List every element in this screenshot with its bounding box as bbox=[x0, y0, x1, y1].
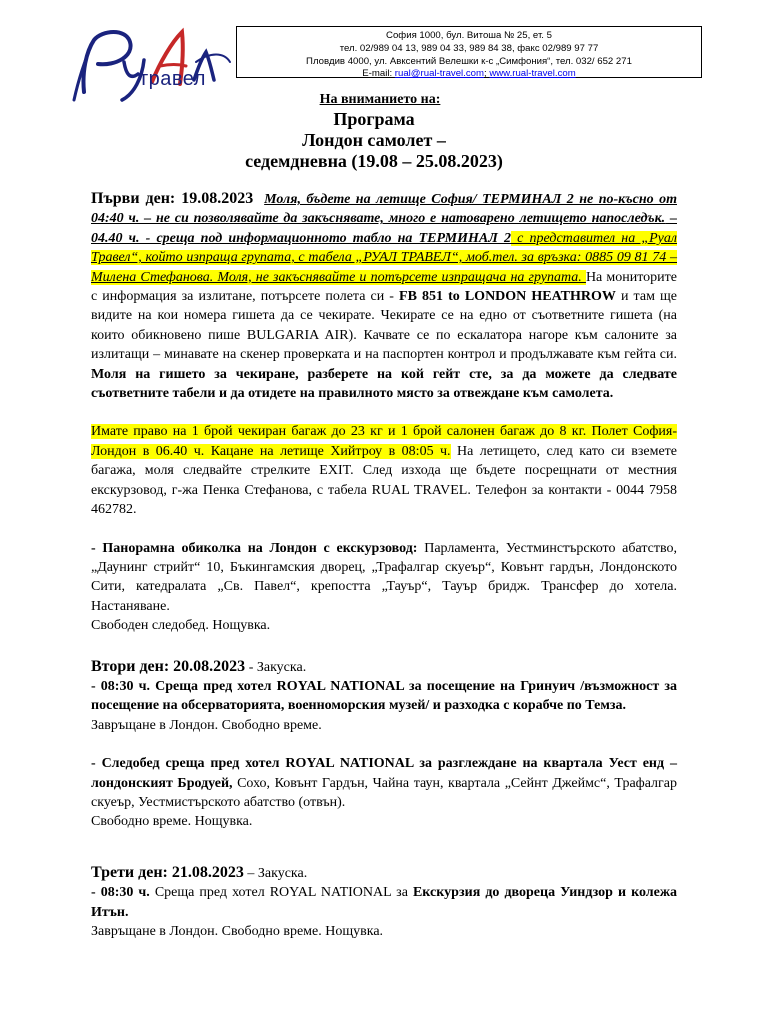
contact-address-sofia: София 1000, бул. Витоша № 25, ет. 5 bbox=[386, 30, 552, 41]
website-link[interactable]: www.rual-travel.com bbox=[489, 68, 576, 80]
contact-phones: тел. 02/989 04 13, 989 04 33, 989 84 38, факс 02/989 97 77 bbox=[339, 42, 599, 54]
title-line-1: Програма bbox=[333, 109, 415, 129]
day1-meeting-time: – 04.40 ч. - среща под информационното табло на ТЕРМИНАЛ 2 bbox=[91, 211, 677, 246]
day1-heading: Първи ден: 19.08.2023 bbox=[91, 190, 254, 207]
day1-closing: Свободен следобед. Нощувка. bbox=[91, 618, 271, 634]
day1-tour-heading: - Панорамна обиколка на Лондон с екскурзовод: bbox=[91, 540, 418, 556]
day1-intro-paragraph bbox=[91, 189, 677, 403]
day3-windsor-text: Екскурзия до двореца Уиндзор и колежа Итън. bbox=[91, 885, 677, 920]
link-separator: ; bbox=[483, 68, 490, 80]
title-line-3: седемдневна (19.08 – 25.08.2023) bbox=[245, 151, 503, 171]
day2-heading: Втори ден: 20.08.2023 bbox=[91, 657, 246, 675]
day1-tour-text: Парламента, Уестминстърското абатство, „Даунинг стрийт“ 10, Бъкингамския дворец, „Трафалгар скуеър“, Ковънт гардън, Лондонското Сити, катедралата „Св. Павел“, крепостта „Тауър“, Тауър бридж. Трансфер до хотела. Настаняване. bbox=[91, 540, 678, 614]
day1-tour-paragraph bbox=[91, 539, 677, 617]
day3-morning-paragraph bbox=[91, 883, 677, 922]
title-line-2: Лондон самолет – bbox=[302, 130, 446, 150]
contact-address-plovdiv: Пловдив 4000, ул. Авксентий Велешки к-с „Симфония“, тел. 032/ 652 271 bbox=[306, 55, 632, 67]
day2-westend-text: Сохо, Ковънт Гардън, Чайна таун, квартала „Сейнт Джеймс“, Трафалгар скуеър, Уестмистърското абатство (отвън). bbox=[91, 775, 678, 810]
day3-heading-line bbox=[91, 863, 677, 883]
day2-morning-paragraph bbox=[91, 677, 677, 716]
day3-heading: Трети ден: 21.08.2023 bbox=[91, 863, 244, 881]
day2-heading-line bbox=[91, 657, 677, 677]
attention-text: На вниманието на: bbox=[319, 92, 441, 107]
day3-breakfast: – Закуска. bbox=[243, 865, 308, 881]
attention-line bbox=[0, 92, 768, 108]
day2-breakfast: - Закуска. bbox=[245, 659, 307, 675]
day1-representative-note: с представител на „Руал Травел“, който изпраща групата, с табела „РУАЛ ТРАВЕЛ“, моб.тел. за връзка: 0885 09 81 74 – Милена Стефанова. Моля, не закъснявайте и потърсете изпращача на групата. bbox=[91, 230, 677, 285]
day1-warning-text: Моля, бъдете на летище София/ ТЕРМИНАЛ 2 не по-късно от 04:40 ч. – не си позволявайте да закъснявате, много е натоварено летището напоследък. bbox=[91, 192, 677, 227]
day1-monitors-text: На мониторите с информация за излитане, потърсете полета си - bbox=[91, 269, 677, 305]
contact-online bbox=[237, 68, 701, 81]
day2-westend-heading: - Следобед среща пред хотел ROYAL NATIONAL за разглеждане на квартала Уест енд – лондонският Бродуей, bbox=[91, 756, 677, 791]
day2-closing: Свободно време. Нощувка. bbox=[91, 814, 253, 830]
day2-afternoon-paragraph bbox=[91, 754, 677, 812]
day1-checkin-text: и там ще видите на кои номера гишета да се чекирате. Чекирате се на едно от съответните гишета (на които обикновено пише BULGARIA AIR). Качвате се по ескалатора нагоре към салоните за излитащи – минавате на скенер проверката и на паспортен контрол и продължавате към гейта си. bbox=[91, 289, 677, 363]
day1-gate-note: Моля на гишето за чекиране, разберете на кой гейт сте, за да можете да следвате съответните табели и да отидете на правилното място за отвеждане към самолета. bbox=[91, 366, 677, 402]
day1-flight-number: FB 851 to LONDON HEATHROW bbox=[399, 289, 616, 305]
day1-arrival-text: На летището, след като си вземете багажа, моля следвайте стрелките EXIT. След изхода ще бъдете посрещнати от местния екскурзовод, г-жа Пенка Стефанова, с табела RUAL TRAVEL. Телефон за контакти - 0044 7958 462782. bbox=[91, 443, 677, 518]
program-body bbox=[91, 189, 677, 941]
day3-closing: Завръщане в Лондон. Свободно време. Нощувка. bbox=[91, 924, 384, 939]
day2-morning-closing: Завръщане в Лондон. Свободно време. bbox=[91, 717, 322, 733]
day3-time: - 08:30 ч. bbox=[91, 885, 150, 901]
logo-subtitle: травел bbox=[139, 68, 206, 90]
contact-info-box bbox=[236, 26, 702, 78]
email-label: E-mail: bbox=[362, 68, 395, 80]
day3-meeting-text: Среща пред хотел ROYAL NATIONAL за bbox=[149, 885, 413, 901]
program-title bbox=[0, 109, 768, 172]
email-link[interactable]: rual@rual-travel.com bbox=[394, 68, 484, 80]
day1-baggage-highlight: Имате право на 1 брой чекиран багаж до 23 кг и 1 брой салонен багаж до 8 кг. Полет София-Лондон в 06.40 ч. Кацане на летище Хийтроу в 08:05 ч. bbox=[91, 424, 677, 459]
day2-greenwich-text: - 08:30 ч. Среща пред хотел ROYAL NATIONAL за посещение на Гринуич /възможност за посещение на обсерваторията, военноморския музей/ и разходка с корабче по Темза. bbox=[91, 678, 677, 714]
day1-baggage-paragraph bbox=[91, 422, 677, 519]
